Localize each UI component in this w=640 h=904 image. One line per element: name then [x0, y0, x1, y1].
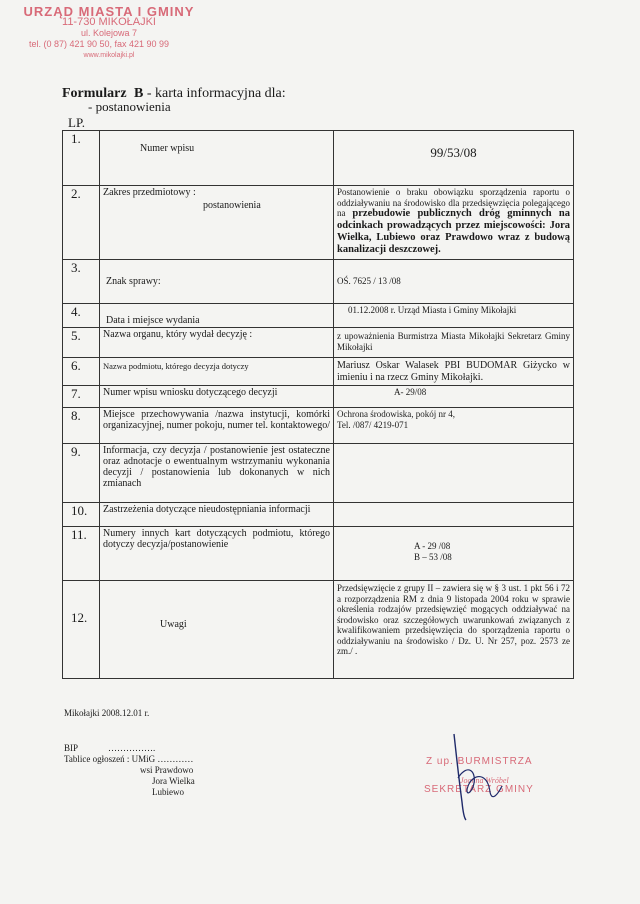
table-row: [63, 260, 574, 304]
row-label: Nazwa organu, który wydał decyzję :: [100, 328, 334, 358]
row-number: 4.: [63, 304, 100, 328]
info-table: [62, 130, 574, 679]
row-value: z upoważnienia Burmistrza Miasta Mikołajki Sekretarz Gminy Mikołajki: [334, 328, 574, 358]
row-label-text: Znak sprawy:: [106, 276, 161, 287]
row-label: [100, 304, 334, 328]
stamp-line-3: ul. Kolejowa 7: [80, 28, 138, 38]
lp-label: LP.: [68, 115, 85, 130]
row-number: 10.: [63, 503, 100, 527]
row-label: [100, 260, 334, 304]
signature-line-3: SEKRETARZ GMINY: [424, 784, 534, 795]
row-number: 1.: [63, 131, 100, 186]
row-label: Numer wpisu wniosku dotyczącego decyzji: [100, 386, 334, 408]
row-label-text: Data i miejsce wydania: [106, 315, 200, 326]
row-label-text: Numer wpisu: [140, 143, 195, 154]
row-label-text: Zakres przedmiotowy :: [103, 187, 196, 198]
row-number: 6.: [63, 358, 100, 386]
row-value: [334, 408, 574, 444]
row-label: Numery innych kart dotyczących podmiotu, którego dotyczy decyzja/postanowienie: [100, 527, 334, 581]
row-number: 2.: [63, 186, 100, 260]
row-label: [100, 581, 334, 679]
stamp-line-1: URZĄD MIASTA I GMINY: [23, 4, 195, 19]
row-value: [334, 444, 574, 503]
footer-village-3: Lubiewo: [152, 787, 184, 797]
row-label-text: Uwagi: [160, 619, 187, 630]
entry-number: 99/53/08: [430, 145, 477, 160]
footer-village-1: wsi Prawdowo: [140, 765, 194, 775]
footer-date: Mikołajki 2008.12.01 r.: [64, 708, 150, 718]
table-row: [63, 581, 574, 679]
signature-line-2: Joanna Wróbel: [460, 776, 509, 785]
office-stamp: [4, 6, 214, 61]
form-title-prefix: Formularz: [62, 86, 127, 101]
row-value: Mariusz Oskar Walasek PBI BUDOMAR Giżycko w imieniu i na rzecz Gminy Mikołajki.: [334, 358, 574, 386]
row-number: 7.: [63, 386, 100, 408]
table-row: [63, 358, 574, 386]
table-row: [63, 328, 574, 358]
form-subtitle: - postanowienia: [88, 99, 171, 114]
row-number: 12.: [63, 581, 100, 679]
footer-village-2: Jora Wielka: [152, 776, 195, 786]
case-ref: OŚ. 7625 / 13 /08: [337, 276, 401, 286]
row-label: [100, 131, 334, 186]
row-label: Informacja, czy decyzja / postanowienie jest ostateczne oraz adnotacje o ewentualnym wstrzymaniu wykonania decyzji / postanowienia lub dokonanych w nich zmianach: [100, 444, 334, 503]
row-value: Przedsięwzięcie z grupy II – zawiera się w § 3 ust. 1 pkt 56 i 72 a rozporządzenia RM z dnia 9 listopada 2004 roku w sprawie określenia rodzajów przedsięwzięć mogących oddziaływać na środowisko oraz szczegółowych uwarunkowań związanych z kwalifikowaniem przedsięwzięcia do sporządzenia raportu o oddziaływaniu na środowisko / Dz. U. Nr 257, poz. 2573 ze zm./ .: [334, 581, 574, 679]
row-value: [334, 260, 574, 304]
row-value: [334, 527, 574, 581]
signature-line-1: Z up. BURMISTRZA: [426, 756, 533, 767]
footer-bip-dots: …………….: [108, 743, 156, 753]
decision-scope-bold: przebudowie publicznych dróg gminnych na odcinkach prowadzących przez miejscowości: Jora Wielka, Lubiewo oraz Prawdowo wraz z budową kanalizacji deszczowej.: [337, 208, 571, 255]
row-value: [334, 186, 574, 260]
row-number: 3.: [63, 260, 100, 304]
table-row: [63, 386, 574, 408]
table-row: [63, 186, 574, 260]
row-number: 5.: [63, 328, 100, 358]
stamp-line-4: tel. (0 87) 421 90 50, fax 421 90 99: [28, 39, 170, 49]
stamp-line-2: 11-730 MIKOŁAJKI: [62, 16, 156, 28]
table-row: [63, 304, 574, 328]
footer-notice-board: Tablice ogłoszeń : UMiG …………: [64, 754, 194, 764]
form-title-letter: B: [134, 86, 144, 101]
contact-phone: Tel. /087/ 4219-071: [337, 419, 409, 430]
signature-stamp: [418, 746, 578, 816]
row-value: [334, 131, 574, 186]
storage-location: Ochrona środowiska, pokój nr 4,: [337, 409, 455, 419]
row-label: [100, 186, 334, 260]
issue-date-place: 01.12.2008 r. Urząd Miasta i Gminy Mikołajki: [348, 305, 517, 315]
form-title-rest: - karta informacyjna dla:: [146, 86, 286, 101]
decision-scope-text: Postanowienie o braku obowiązku sporządzenia raportu o oddziaływaniu na środowisko dla przedsięwzięcia polegającego na: [337, 187, 570, 218]
row-number: 11.: [63, 527, 100, 581]
row-label: Miejsce przechowywania /nazwa instytucji, komórki organizacyjnej, numer pokoju, numer tel. kontaktowego/: [100, 408, 334, 444]
row-number: 8.: [63, 408, 100, 444]
row-value: [334, 304, 574, 328]
related-card-a: A - 29 /08: [414, 541, 451, 551]
related-card-b: B – 53 /08: [414, 551, 452, 562]
handwritten-signature-icon: [418, 732, 578, 822]
table-row: [63, 503, 574, 527]
row-value: [334, 503, 574, 527]
table-row: [63, 131, 574, 186]
table-row: [63, 444, 574, 503]
table-row: [63, 408, 574, 444]
row-value: A- 29/08: [334, 386, 574, 408]
row-label: Zastrzeżenia dotyczące nieudostępniania informacji: [100, 503, 334, 527]
row-label-subtext: postanowienia: [203, 200, 261, 211]
row-number: 9.: [63, 444, 100, 503]
stamp-line-5: www.mikolajki.pl: [83, 52, 135, 59]
row-label: Nazwa podmiotu, którego decyzja dotyczy: [100, 358, 334, 386]
footer-bip-label: BIP: [64, 743, 79, 753]
table-row: [63, 527, 574, 581]
